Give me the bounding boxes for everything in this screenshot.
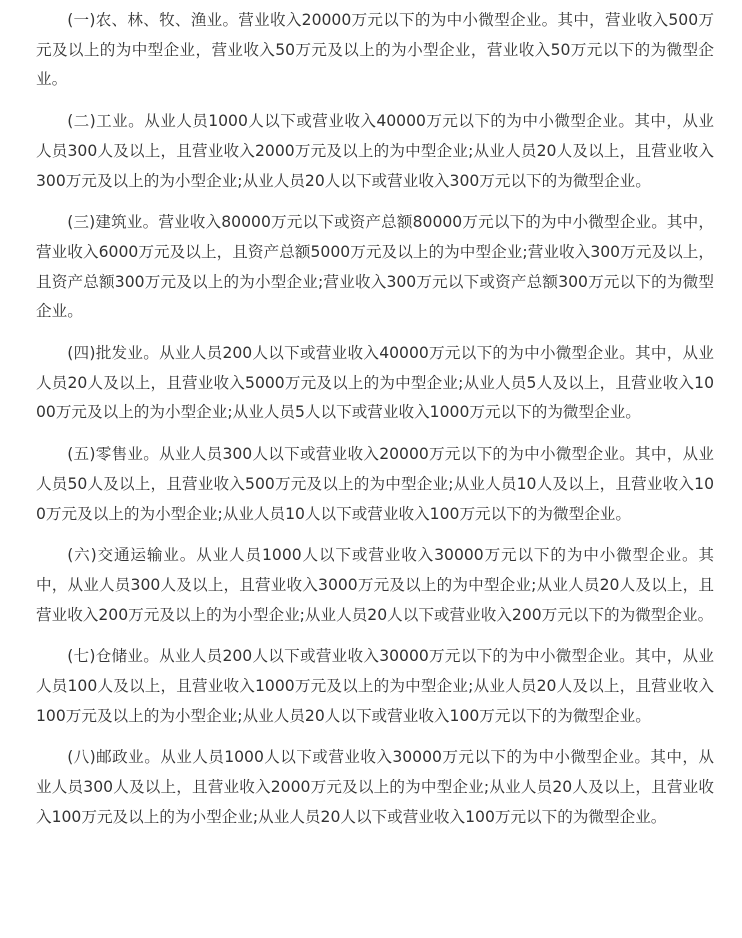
paragraph-transportation: (六)交通运输业。从业人员1000人以下或营业收入30000万元以下的为中小微型企业。其中，从业人员300人及以上，且营业收入3000万元及以上的为中型企业;从业人员20人及以上，且营业收入200万元及以上的为小型企业;从业人员20人以下或营业收入200万元以下的为微型企业。 [36,546,714,624]
paragraph-agriculture: (一)农、林、牧、渔业。营业收入20000万元以下的为中小微型企业。其中，营业收入500万元及以上的为中型企业，营业收入50万元及以上的为小型企业，营业收入50万元以下的为微型企业。 [36,11,714,89]
paragraph-wholesale: (四)批发业。从业人员200人以下或营业收入40000万元以下的为中小微型企业。其中，从业人员20人及以上，且营业收入5000万元及以上的为中型企业;从业人员5人及以上，且营业收入1000万元及以上的为小型企业;从业人员5人以下或营业收入1000万元以下的为微型企业。 [36,344,714,422]
paragraph-industry: (二)工业。从业人员1000人以下或营业收入40000万元以下的为中小微型企业。其中，从业人员300人及以上，且营业收入2000万元及以上的为中型企业;从业人员20人及以上，且营业收入300万元及以上的为小型企业;从业人员20人以下或营业收入300万元以下的为微型企业。 [36,112,714,190]
paragraph-retail: (五)零售业。从业人员300人以下或营业收入20000万元以下的为中小微型企业。其中，从业人员50人及以上，且营业收入500万元及以上的为中型企业;从业人员10人及以上，且营业收入100万元及以上的为小型企业;从业人员10人以下或营业收入100万元以下的为微型企业。 [36,445,714,523]
paragraph-postal: (八)邮政业。从业人员1000人以下或营业收入30000万元以下的为中小微型企业。其中，从业人员300人及以上，且营业收入2000万元及以上的为中型企业;从业人员20人及以上，且营业收入100万元及以上的为小型企业;从业人员20人以下或营业收入100万元以下的为微型企业。 [36,748,714,826]
paragraph-construction: (三)建筑业。营业收入80000万元以下或资产总额80000万元以下的为中小微型企业。其中，营业收入6000万元及以上，且资产总额5000万元及以上的为中型企业;营业收入300万元及以上，且资产总额300万元及以上的为小型企业;营业收入300万元以下或资产总额300万元以下的为微型企业。 [36,213,714,321]
paragraph-warehousing: (七)仓储业。从业人员200人以下或营业收入30000万元以下的为中小微型企业。其中，从业人员100人及以上，且营业收入1000万元及以上的为中型企业;从业人员20人及以上，且营业收入100万元及以上的为小型企业;从业人员20人以下或营业收入100万元以下的为微型企业。 [36,647,714,725]
